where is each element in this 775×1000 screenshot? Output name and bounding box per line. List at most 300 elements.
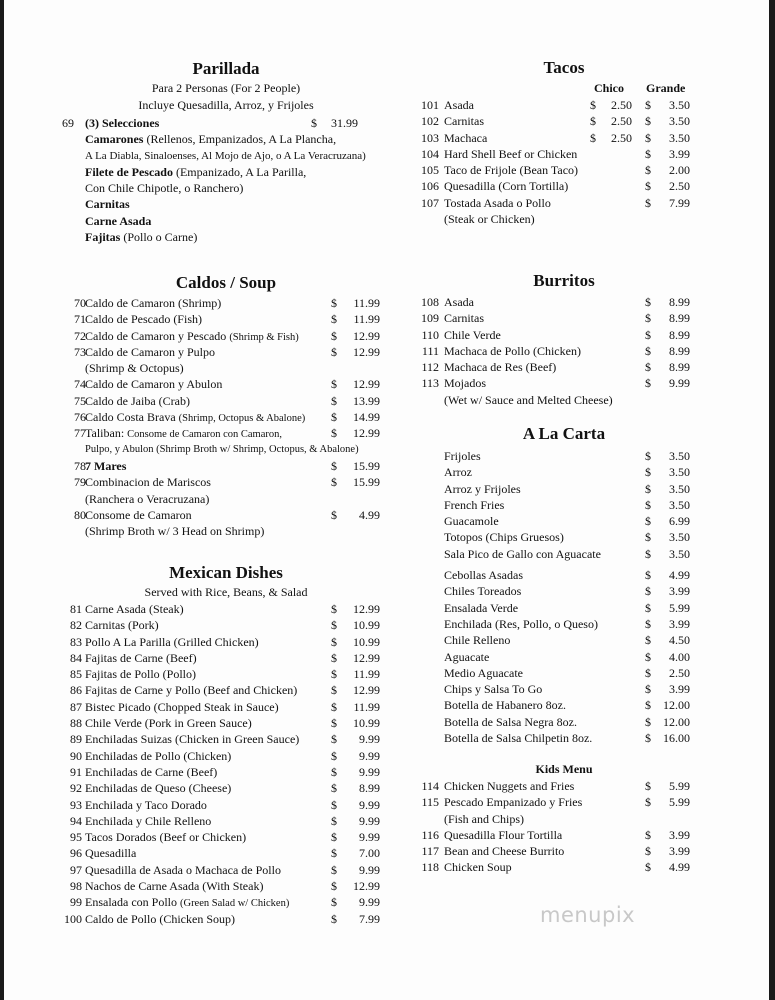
menu-item	[418, 294, 710, 310]
item-price: 5.99	[669, 600, 690, 615]
item-number: 105	[421, 163, 439, 178]
menu-item	[418, 464, 710, 480]
carta-section	[418, 423, 710, 746]
menu-item	[418, 632, 710, 648]
item-price: 15.99	[353, 475, 380, 490]
item-price: 8.99	[669, 327, 690, 342]
item-name	[444, 343, 581, 359]
grande-price: 2.00	[669, 163, 690, 178]
menu-item	[66, 894, 386, 910]
item-description	[66, 491, 386, 507]
item-number: 102	[421, 114, 439, 129]
tacos-size-header	[418, 79, 710, 97]
menu-item	[418, 843, 710, 859]
item-number: 104	[421, 146, 439, 161]
item-name	[444, 529, 564, 545]
menu-item	[418, 649, 710, 665]
mexican-section	[66, 562, 386, 927]
grande-price: 3.50	[669, 114, 690, 129]
dollar-sign: $	[331, 879, 337, 894]
item-price: 3.99	[669, 827, 690, 842]
item-name	[444, 481, 521, 497]
option-text: (Pollo o Carne)	[120, 230, 198, 245]
item-name	[444, 375, 486, 391]
item-price: 8.99	[359, 781, 380, 796]
menu-item	[66, 715, 386, 731]
item-name	[444, 294, 474, 310]
item-name	[85, 376, 222, 392]
caldos-title: Caldos / Soup	[175, 273, 277, 292]
item-name	[444, 327, 501, 343]
menu-item	[66, 507, 386, 523]
item-name	[444, 464, 472, 480]
item-name-text: Asada	[444, 295, 474, 309]
item-name-text: Chiles Toreados	[444, 584, 522, 599]
item-description-text: (Shrimp & Octopus)	[85, 361, 184, 376]
item-price: 3.50	[669, 497, 690, 512]
item-number: 76	[74, 410, 86, 425]
item-description-text: (Shrimp Broth w/ 3 Head on Shrimp)	[85, 524, 265, 539]
item-number: 118	[421, 860, 439, 875]
item-price: 11.99	[353, 296, 380, 310]
item-price: 3.99	[669, 844, 690, 859]
item-name	[85, 748, 231, 764]
menu-item	[418, 794, 710, 810]
item-name-text: Consome de Camaron	[85, 507, 192, 522]
dollar-sign: $	[331, 683, 337, 698]
option-bold: Carne Asada	[85, 213, 152, 228]
item-price: 10.99	[353, 618, 380, 633]
menu-item	[66, 699, 386, 715]
item-description	[418, 211, 710, 227]
item-name-text: Pollo A La Parilla (Grilled Chicken)	[85, 634, 259, 649]
burritos-section	[418, 270, 710, 408]
item-name	[85, 601, 184, 617]
item-name	[85, 666, 196, 682]
menu-item	[418, 513, 710, 529]
item-number: 77	[74, 426, 86, 441]
item-description-text: (Steak or Chicken)	[444, 212, 535, 227]
menu-item	[66, 601, 386, 617]
item-number: 95	[70, 830, 82, 845]
item-name-text: Chicken Soup	[444, 860, 512, 875]
dollar-sign: $	[331, 846, 337, 861]
menu-item	[66, 617, 386, 633]
dollar-sign: $	[645, 179, 651, 194]
item-number: 108	[421, 295, 439, 309]
dollar-sign: $	[331, 634, 337, 649]
item-name	[444, 546, 601, 562]
item-name	[85, 344, 215, 360]
dollar-sign: $	[645, 665, 651, 680]
item-name-text: Aguacate	[444, 649, 490, 664]
item-name-text: Carnitas	[444, 114, 484, 129]
item-price: 3.99	[669, 584, 690, 599]
dollar-sign: $	[645, 163, 651, 178]
item-name-text: Fajitas de Carne y Pollo (Beef and Chicken)	[85, 683, 298, 698]
item-name	[444, 843, 564, 859]
menu-item	[418, 665, 710, 681]
item-name-text: Quesadilla de Asada o Machaca de Pollo	[85, 862, 281, 877]
item-name	[444, 178, 568, 194]
dollar-sign: $	[331, 911, 337, 926]
dollar-sign: $	[645, 530, 651, 545]
dollar-sign: $	[331, 410, 337, 425]
menu-item	[66, 458, 386, 474]
item-name-text: Enchilada y Taco Dorado	[85, 797, 207, 812]
dollar-sign: $	[645, 779, 651, 793]
dollar-sign: $	[645, 731, 651, 746]
item-price: 9.99	[669, 376, 690, 391]
parillada-option	[66, 196, 386, 212]
parillada-option	[66, 148, 386, 164]
menu-item	[418, 730, 710, 746]
item-price: 14.99	[353, 410, 380, 425]
tacos-list	[418, 97, 710, 227]
menu-item	[418, 130, 710, 146]
item-name-text: Caldo de Camaron y Pescado	[85, 328, 227, 343]
dollar-sign: $	[645, 827, 651, 842]
dollar-sign: $	[331, 667, 337, 682]
grande-price: 7.99	[669, 195, 690, 210]
item-note: (Shrimp & Fish)	[229, 331, 299, 343]
item-price: 10.99	[353, 716, 380, 731]
item-name	[444, 146, 577, 162]
item-name-text: Quesadilla Flour Tortilla	[444, 827, 563, 842]
mexican-title: Mexican Dishes	[169, 563, 283, 582]
item-price: 11.99	[353, 699, 380, 714]
dollar-sign: $	[645, 514, 651, 529]
menu-item	[418, 600, 710, 616]
option-text: (Empanizado, A La Parilla,	[172, 164, 307, 179]
dollar-sign: $	[331, 732, 337, 747]
menu-item	[418, 827, 710, 843]
item-price: 12.99	[353, 344, 380, 359]
item-price: 3.99	[669, 616, 690, 631]
option-bold: Filete de Pescado	[85, 164, 173, 179]
item-name-text: Botella de Habanero 8oz.	[444, 698, 566, 713]
item-name	[444, 600, 518, 616]
item-price: 11.99	[353, 667, 380, 682]
item-number: 101	[421, 98, 439, 112]
parillada-option	[66, 229, 386, 245]
item-name-text: Tacos Dorados (Beef or Chicken)	[85, 830, 247, 845]
menu-item	[66, 682, 386, 698]
dollar-sign: $	[645, 698, 651, 713]
item-name-text: Arroz	[444, 465, 472, 480]
item-name	[444, 359, 556, 375]
menu-item	[418, 859, 710, 875]
item-name	[444, 778, 574, 794]
item-number: 107	[421, 195, 439, 210]
item-price: 4.99	[359, 507, 380, 522]
item-number: 103	[421, 130, 439, 145]
item-description-text: Pulpo, y Abulon (Shrimp Broth w/ Shrimp, Octopus, & Abalone)	[85, 443, 359, 455]
item-name-text: Enchiladas de Carne (Beef)	[85, 764, 218, 779]
dollar-sign: $	[331, 507, 337, 522]
item-name-text: Pescado Empanizado y Fries	[444, 795, 583, 810]
item-description	[418, 392, 710, 408]
menu-item	[66, 425, 386, 441]
item-name-text: Combinacion de Mariscos	[85, 475, 211, 490]
item-name-text: Caldo de Camaron (Shrimp)	[85, 296, 222, 310]
item-name	[85, 328, 299, 346]
dollar-sign: $	[590, 98, 596, 112]
dollar-sign: $	[331, 458, 337, 473]
menu-item	[418, 195, 710, 211]
item-name	[444, 697, 566, 713]
item-name-text: Nachos de Carne Asada (With Steak)	[85, 879, 264, 894]
option-bold: Carnitas	[85, 197, 130, 212]
menu-item	[66, 862, 386, 878]
menu-item	[66, 393, 386, 409]
parillada-sub2: Incluye Quesadilla, Arroz, y Frijoles	[138, 98, 314, 112]
grande-price: 3.50	[669, 98, 690, 112]
item-number: 97	[70, 862, 82, 877]
item-name-text: Botella de Salsa Chilpetin 8oz.	[444, 731, 593, 746]
item-number: 88	[70, 716, 82, 731]
item-price: 4.99	[669, 568, 690, 583]
dollar-sign: $	[331, 650, 337, 665]
dollar-sign: $	[645, 649, 651, 664]
menu-item	[66, 295, 386, 311]
item-price: 7.00	[359, 846, 380, 861]
dollar-sign: $	[331, 699, 337, 714]
parillada-title: Parillada	[192, 59, 260, 78]
item-price: 9.99	[359, 764, 380, 779]
dollar-sign: $	[645, 860, 651, 875]
chico-price: 2.50	[611, 130, 632, 145]
item-price: 15.99	[353, 458, 380, 473]
item-number: 110	[421, 327, 439, 342]
item-name	[85, 731, 299, 747]
item-price: 7.99	[359, 911, 380, 926]
dollar-sign: $	[645, 376, 651, 391]
item-name-text: Botella de Salsa Negra 8oz.	[444, 714, 577, 729]
grande-price: 3.50	[669, 130, 690, 145]
item-number: 79	[74, 475, 86, 490]
kids-section	[418, 760, 710, 876]
item-name-text: Machaca de Res (Beef)	[444, 360, 557, 375]
burritos-title: Burritos	[533, 271, 595, 290]
item-price: 12.99	[353, 426, 380, 441]
item-price: 8.99	[669, 311, 690, 326]
item-name	[85, 862, 281, 878]
item-name	[85, 650, 197, 666]
item-number: 84	[70, 650, 82, 665]
item-name-text: Caldo Costa Brava	[85, 410, 176, 425]
item-name-text: Taco de Frijole (Bean Taco)	[444, 163, 579, 178]
menu-item	[66, 666, 386, 682]
item-number: 70	[74, 296, 86, 310]
item-price: 3.50	[669, 449, 690, 463]
item-name-text: Ensalada Verde	[444, 600, 519, 615]
item-price: 3.50	[669, 546, 690, 561]
menu-item	[418, 583, 710, 599]
dollar-sign: $	[645, 327, 651, 342]
item-number: 114	[421, 779, 439, 793]
dollar-sign: $	[331, 312, 337, 327]
item-description	[66, 442, 386, 458]
menu-item	[66, 650, 386, 666]
menu-item	[418, 546, 710, 562]
item-name-text: Enchilada y Chile Relleno	[85, 813, 212, 828]
caldos-section	[66, 272, 386, 539]
menu-item	[66, 474, 386, 490]
item-name	[85, 894, 289, 912]
menu-item	[66, 409, 386, 425]
item-name-text: Enchiladas de Pollo (Chicken)	[85, 748, 232, 763]
item-name-text: Caldo de Pescado (Fish)	[85, 312, 202, 327]
item-name	[444, 616, 598, 632]
item-price: 9.99	[359, 748, 380, 763]
dollar-sign: $	[331, 344, 337, 359]
item-name-text: Cebollas Asadas	[444, 568, 523, 583]
menu-item	[66, 764, 386, 780]
dollar-sign: $	[590, 114, 596, 129]
item-name	[85, 409, 305, 427]
dollar-sign: $	[331, 895, 337, 910]
item-description-text: (Ranchera o Veracruzana)	[85, 491, 210, 506]
item-price: 11.99	[353, 312, 380, 327]
dollar-sign: $	[331, 618, 337, 633]
item-name	[85, 295, 221, 311]
menu-item: 69 (3) Selecciones $ 31.99	[62, 116, 358, 130]
item-price: 9.99	[359, 797, 380, 812]
item-price: 4.00	[669, 649, 690, 664]
menu-item	[418, 146, 710, 162]
parillada-option	[66, 131, 386, 147]
item-name	[85, 425, 282, 443]
parillada-section	[62, 58, 386, 245]
dollar-sign: $	[645, 568, 651, 583]
item-name	[444, 130, 487, 146]
item-number: 94	[70, 813, 82, 828]
item-price: 12.00	[663, 698, 690, 713]
item-number: 91	[70, 764, 82, 779]
item-price: 9.99	[359, 895, 380, 910]
menu-item	[66, 634, 386, 650]
item-price: 3.50	[669, 530, 690, 545]
parillada-option	[66, 213, 386, 229]
dollar-sign: $	[645, 98, 651, 112]
item-name	[85, 845, 136, 861]
item-number: 106	[421, 179, 439, 194]
item-price: 3.99	[669, 682, 690, 697]
item-name-text: French Fries	[444, 497, 505, 512]
dollar-sign: $	[645, 360, 651, 375]
item-number: 116	[421, 827, 439, 842]
tacos-title: Tacos	[543, 58, 585, 77]
item-name-text: Carnitas (Pork)	[85, 618, 159, 633]
menu-item	[418, 529, 710, 545]
item-number: 87	[70, 699, 82, 714]
dollar-sign: $	[645, 311, 651, 326]
dollar-sign: $	[331, 781, 337, 796]
item-number: 85	[70, 667, 82, 682]
watermark: menupix	[540, 903, 636, 927]
item-name-text: Machaca	[444, 130, 488, 145]
item-name-text: Caldo de Camaron y Abulon	[85, 377, 223, 392]
option-text: A La Diabla, Sinaloenses, Al Mojo de Ajo, o A La Veracruzana)	[85, 149, 366, 162]
item-name	[444, 448, 481, 464]
item-price: 3.50	[669, 481, 690, 496]
item-description	[66, 360, 386, 376]
item-name	[444, 113, 484, 129]
item-name-text: Guacamole	[444, 514, 499, 529]
menu-item	[418, 778, 710, 794]
kids-list	[418, 778, 710, 876]
item-number: 115	[421, 795, 439, 810]
item-name	[85, 682, 297, 698]
item-price: 5.99	[669, 779, 690, 793]
item-name-text: Fajitas de Carne (Beef)	[85, 650, 197, 665]
item-name	[85, 813, 211, 829]
item-number: 78	[74, 458, 86, 473]
item-name-text: Quesadilla	[85, 846, 137, 861]
dollar-sign: $	[331, 296, 337, 310]
dollar-sign: $	[645, 195, 651, 210]
item-price: 4.50	[669, 633, 690, 648]
item-name-text: Tostada Asada o Pollo	[444, 195, 551, 210]
dollar-sign: $	[645, 795, 651, 810]
menu-item	[418, 178, 710, 194]
item-name-text: 7 Mares	[85, 458, 127, 473]
menu-item	[66, 311, 386, 327]
item-name	[85, 699, 279, 715]
item-number: 92	[70, 781, 82, 796]
item-price: 10.99	[353, 634, 380, 649]
menu-item	[418, 497, 710, 513]
dollar-sign: $	[645, 481, 651, 496]
item-number: 80	[74, 507, 86, 522]
dollar-sign: $	[645, 449, 651, 463]
item-price: 3.50	[669, 465, 690, 480]
dollar-sign: $	[331, 748, 337, 763]
dollar-sign: $	[331, 475, 337, 490]
item-name	[444, 97, 474, 113]
item-name-text: Enchilada (Res, Pollo, o Queso)	[444, 616, 598, 631]
item-name	[85, 829, 246, 845]
item-name	[85, 715, 252, 731]
item-name	[85, 393, 190, 409]
item-number: 99	[70, 895, 82, 910]
dollar-sign: $	[645, 343, 651, 358]
burritos-list	[418, 294, 710, 408]
item-price: 9.99	[359, 830, 380, 845]
item-number: 90	[70, 748, 82, 763]
item-name-text: Fajitas de Pollo (Pollo)	[85, 667, 196, 682]
item-name-text: Ensalada con Pollo	[85, 895, 177, 910]
item-name	[85, 458, 126, 474]
item-price: 12.00	[663, 714, 690, 729]
menu-item	[418, 162, 710, 178]
menu-item	[418, 359, 710, 375]
item-price: 16.00	[663, 731, 690, 746]
menu-item	[66, 376, 386, 392]
chico-price: 2.50	[611, 114, 632, 129]
item-name-text: Chicken Nuggets and Fries	[444, 779, 575, 793]
item-number: 98	[70, 879, 82, 894]
menu-item	[418, 481, 710, 497]
item-price: 6.99	[669, 514, 690, 529]
left-border	[0, 0, 4, 1000]
dollar-sign: $	[645, 465, 651, 480]
menu-item	[418, 714, 710, 730]
menu-item	[66, 829, 386, 845]
parillada-option	[66, 164, 386, 180]
item-price: 9.99	[359, 732, 380, 747]
